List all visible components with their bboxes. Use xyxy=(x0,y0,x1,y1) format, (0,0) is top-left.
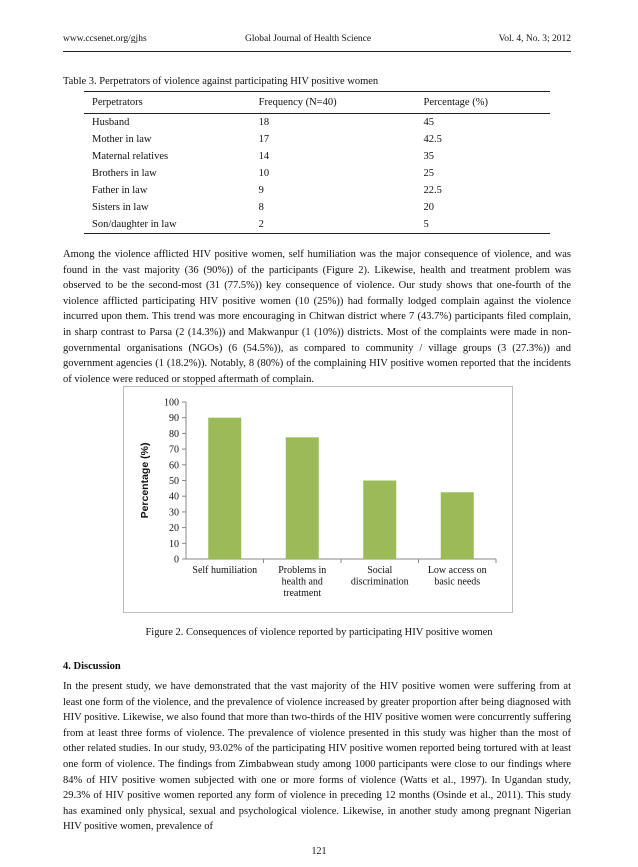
table-row xyxy=(84,165,550,182)
section-title: 4. Discussion xyxy=(63,661,121,672)
table-cell: 8 xyxy=(258,202,264,213)
table-cell: Maternal relatives xyxy=(92,151,169,162)
table-cell: 2 xyxy=(251,216,416,234)
x-category-label: health and xyxy=(281,576,323,588)
bar-chart-svg xyxy=(124,387,512,612)
table-row xyxy=(84,131,550,148)
column-header: Percentage (%) xyxy=(416,92,550,114)
table-cell: Son/daughter in law xyxy=(84,216,251,234)
y-tick-label: 10 xyxy=(169,538,179,550)
table-caption: Table 3. Perpetrators of violence against participating HIV positive women xyxy=(63,76,379,87)
results-paragraph: Among the violence afflicted HIV positive women, self humiliation was the major consequence of violence, and was found in the vast majority (36 (90%)) of the participants (Figure 2). Likewise, health and treatment problem was observed to be the second-most (31 (77.5%)) key consequence of violence. Our study shows that one-fourth of the violence afflicted participating HIV positive women (10 (25%)) had formally lodged complain against the violence incurred upon them. This trend was more encouraging in Chitwan district where 7 (43.7%) participants filed complain, in sharp contrast to Parsa (2 (14.3%)) and Makwanpur (1 (10%)) districts. Most of the complaints were made in non-governmental organisations (NGOs) (6 (54.5%)), as compared to community / village groups (3 (27.3%)) and government agencies (1 (18.2%)). Notably, 8 (80%) of the complaining HIV positive women reported that the incidents of violence were reduced or stopped aftermath of complain. xyxy=(63,249,571,385)
x-category-label: treatment xyxy=(283,588,322,599)
table-cell: 17 xyxy=(258,134,270,145)
y-tick-label: 70 xyxy=(169,444,179,456)
x-category-label: Social xyxy=(367,565,393,576)
bar xyxy=(286,437,319,559)
table-cell: 20 xyxy=(423,202,435,213)
figure-caption: Figure 2. Consequences of violence reported by participating HIV positive women xyxy=(145,627,493,638)
y-tick-label: 90 xyxy=(169,413,179,425)
y-tick-label: 80 xyxy=(169,428,179,440)
table-cell: 5 xyxy=(416,216,550,234)
table-cell: Husband xyxy=(92,117,130,128)
y-tick-label: 60 xyxy=(169,460,179,472)
perpetrators-table xyxy=(84,91,550,234)
table-cell: 22.5 xyxy=(423,185,442,196)
table-cell: 10 xyxy=(258,168,270,179)
header-url: www.ccsenet.org/gjhs xyxy=(63,34,147,44)
y-tick-label: 20 xyxy=(169,523,179,535)
discussion-paragraph: In the present study, we have demonstrated that the vast majority of the HIV positive women were suffering from at least one form of the violence, and the prevalence of violence increased by greater proportion after being diagnosed with HIV positive. Likewise, we also found that more than two-thirds of the HIV positive women were concurrently suffering from at least three forms of violence. The prevalence of violence presented in this study was higher than the most of other related studies. In our study, 93.02% of the participating HIV positive women reported being tortured with at least one form of violence. The findings from Zimbabwean study among 1000 participants were close to our findings where 84% of HIV positive women subjected with one or more forms of violence (Watts et al., 1997). In Ugandan study, 29.3% of HIV positive women reported any form of violence in preceding 12 months (Osinde et al., 2011). This study has examined only physical, sexual and psychological violence. Likewise, in another study among pregnant Nigerian HIV positive women, prevalence of xyxy=(63,681,571,833)
table-cell: 45 xyxy=(423,117,435,128)
header-rule xyxy=(63,51,571,52)
running-header xyxy=(63,34,571,48)
x-category-label: Problems in xyxy=(278,565,327,576)
page-number: 121 xyxy=(311,846,327,857)
header-journal: Global Journal of Health Science xyxy=(245,34,372,44)
header-volume: Vol. 4, No. 3; 2012 xyxy=(498,34,571,44)
table-cell: 25 xyxy=(423,168,435,179)
column-header: Perpetrators xyxy=(84,92,251,114)
y-tick-label: 50 xyxy=(169,476,179,487)
table-cell: Father in law xyxy=(92,185,148,196)
bar xyxy=(363,481,396,560)
table-header-row xyxy=(84,92,550,114)
bar xyxy=(208,418,241,559)
table-cell: Brothers in law xyxy=(92,168,157,179)
table-cell: 18 xyxy=(258,117,270,128)
table-cell: Mother in law xyxy=(92,134,152,145)
y-tick-label: 0 xyxy=(174,554,179,566)
table-cell: 42.5 xyxy=(423,134,442,145)
table-cell: 9 xyxy=(258,185,264,196)
x-category-label: discrimination xyxy=(350,576,409,588)
bar xyxy=(441,492,474,559)
y-axis-label: Percentage (%) xyxy=(139,442,151,519)
table-row xyxy=(84,216,550,234)
x-category-label: Low access on xyxy=(427,565,487,576)
table-row xyxy=(84,199,550,216)
table-cell: Sisters in law xyxy=(92,202,149,213)
figure-2-chart xyxy=(123,386,513,613)
table-row xyxy=(84,182,550,199)
table-row xyxy=(84,114,550,132)
x-category-label: Self humiliation xyxy=(192,565,258,576)
y-tick-label: 100 xyxy=(164,397,179,409)
x-category-label: basic needs xyxy=(434,576,481,588)
column-header: Frequency (N=40) xyxy=(251,92,416,114)
table-cell: 35 xyxy=(423,151,435,162)
y-tick-label: 30 xyxy=(169,507,179,519)
table-row xyxy=(84,148,550,165)
table-cell: 14 xyxy=(258,151,270,162)
y-tick-label: 40 xyxy=(169,491,179,503)
